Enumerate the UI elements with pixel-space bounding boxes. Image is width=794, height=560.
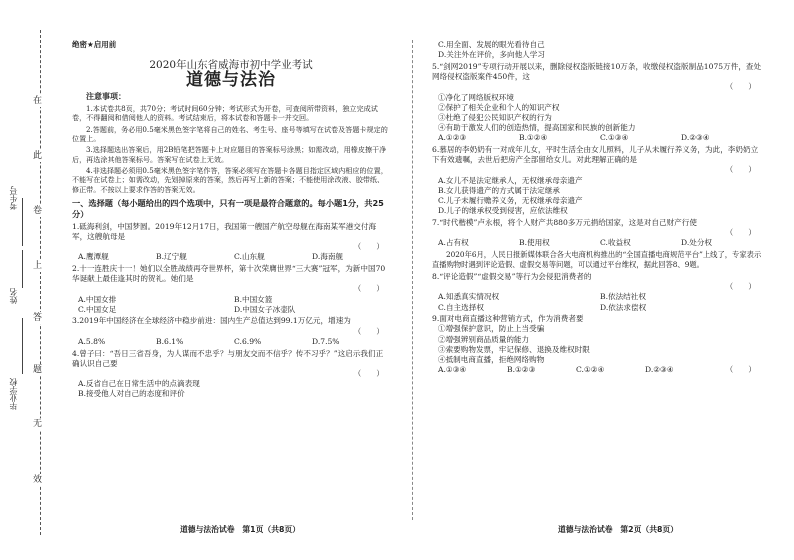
option: D.7.5% bbox=[312, 336, 340, 346]
answer-bracket: （ ） bbox=[353, 284, 384, 294]
binding-char: 卷 bbox=[33, 206, 43, 216]
name-label: 姓名 bbox=[9, 288, 18, 304]
page-footer-right: 道德与法治试卷 第2页（共8页） bbox=[558, 525, 679, 534]
option: B.①②③ bbox=[507, 365, 536, 375]
subject-title: 道德与法治 bbox=[186, 70, 276, 91]
notice-item: 1.本试卷共8页，共70分；考试时间60分钟；考试形式为开卷，可查阅所带资料，独立完成试卷，不得翻阅和借阅他人的资料。考试结束后，将本试卷和答题卡一并交回。 bbox=[72, 103, 378, 123]
option: C.用全面、发展的眼光看待自己 bbox=[438, 40, 545, 49]
reading-passage: 2020年6月，人民日报新媒体联合各大电商机构推出的“全国直播电商规范平台”上线了，专家表示直播购物时遇到评论造假、虚假交易等问题，可以通过平台维权，据此回答8、9题。 bbox=[432, 250, 762, 270]
option: A.鹰潭舰 bbox=[78, 252, 109, 262]
notice-list bbox=[72, 104, 390, 195]
page-divider bbox=[412, 40, 413, 520]
options bbox=[72, 252, 390, 262]
options bbox=[432, 133, 762, 143]
answer-bracket: （ ） bbox=[353, 242, 384, 252]
option: A.知悉真实情况权 bbox=[438, 292, 500, 302]
option: B.女儿获得遗产的方式属于法定继承 bbox=[438, 185, 560, 195]
exam-title: 2020年山东省威海市初中学业考试 bbox=[149, 59, 313, 72]
candidate-number-line[interactable] bbox=[22, 198, 23, 246]
binding-char: 答 bbox=[33, 313, 43, 323]
question-stem: 5.“剑网2019”专项行动开展以来，删除侵权盗版链接10万条，收缴侵权盗版制品1075万件，查处网络侵权盗版案件450件，这 bbox=[432, 61, 762, 82]
name-line[interactable] bbox=[22, 250, 23, 288]
option: A.反省自己在日常生活中的点滴表现 bbox=[78, 379, 200, 389]
option: C.收益权 bbox=[600, 238, 631, 248]
page-left bbox=[72, 40, 390, 400]
binding-char: 效 bbox=[33, 475, 43, 485]
option: C.①③④ bbox=[600, 133, 629, 143]
answer-bracket: （ ） bbox=[725, 228, 756, 238]
option: C.山东舰 bbox=[234, 252, 265, 262]
question-1 bbox=[72, 222, 390, 263]
question-stem: 8.“评论造假”“虚假交易”等行为会侵犯消费者的 bbox=[432, 271, 592, 281]
options bbox=[432, 292, 762, 312]
option: A.①②③ bbox=[438, 133, 467, 143]
option: C.6.9% bbox=[234, 336, 262, 346]
notice-item: 3.选择题选出答案后，用2B铅笔把答题卡上对应题目的答案标号涂黑；如需改动，用橡皮擦干净后，再选涂其他答案标号。答案写在试卷上无效。 bbox=[72, 145, 387, 164]
secret-mark: 绝密★启用前 bbox=[72, 40, 117, 49]
option: D.②③④ bbox=[645, 365, 674, 375]
option: A.5.8% bbox=[78, 336, 106, 346]
statement: ②保护了相关企业和个人的知识产权 bbox=[438, 102, 560, 112]
question-6 bbox=[432, 145, 762, 216]
question-9 bbox=[432, 314, 762, 375]
answer-bracket: （ ） bbox=[353, 326, 384, 336]
option: D.②③④ bbox=[681, 133, 710, 143]
options bbox=[432, 238, 762, 248]
binding-gutter bbox=[0, 0, 68, 560]
answer-bracket: （ ） bbox=[725, 82, 756, 92]
option: A.中国女排 bbox=[78, 294, 117, 304]
binding-char: 此 bbox=[33, 151, 43, 161]
statement: ④抵制电商直播，拒绝网络购物 bbox=[438, 355, 545, 365]
option: C.儿子未履行赡养义务，无权继承母亲遗产 bbox=[438, 196, 583, 206]
statement: ①增强保护意识，防止上当受骗 bbox=[438, 324, 545, 334]
question-stem: 4.曾子曰：“吾日三省吾身，为人谋而不忠乎？与朋友交而不信乎？传不习乎？”这启示我们正确认识自己要 bbox=[72, 348, 384, 368]
question-stem: 9.面对电商直播这种营销方式，作为消费者要 bbox=[432, 314, 584, 324]
binding-char: 无 bbox=[33, 419, 43, 429]
notice-heading: 注意事项： bbox=[86, 91, 126, 101]
school-line[interactable] bbox=[22, 318, 23, 374]
question-4 bbox=[72, 349, 390, 400]
statement: ④有助于激发人们的创造热情，提高国家和民族的创新能力 bbox=[438, 123, 636, 133]
option: C.自主选择权 bbox=[438, 302, 484, 312]
question-stem: 6.慕居的李奶奶有一对成年儿女，平时生活全由女儿照料，儿子从未履行养义务，为此，李奶奶立下有效遗嘱，去世后把房产全部留给女儿。对此理解正确的是 bbox=[432, 145, 759, 165]
option: B.①②④ bbox=[519, 133, 548, 143]
answer-bracket: （ ） bbox=[353, 369, 384, 378]
option: C.①②④ bbox=[576, 365, 605, 375]
option: D.儿子的继承权受到侵害，应依法维权 bbox=[438, 206, 568, 216]
option: A.女儿不是法定继承人，无权继承母亲遗产 bbox=[438, 175, 583, 185]
option: B.使用权 bbox=[519, 238, 550, 248]
page-right bbox=[432, 40, 762, 376]
option: D.关注外在评价，多向他人学习 bbox=[438, 50, 545, 60]
question-stem: 7.“时代楷模”卢永根，将个人财产共880多万元捐给国家，这是对自己财产行使 bbox=[432, 217, 697, 227]
answer-bracket: （ ） bbox=[725, 282, 756, 292]
question-stem: 2.十一连胜庆十一！她们以全胜战绩再夺世界杯，第十次荣膺世界“三大赛”冠军，为新中国70华诞献上最佳逢其时的贺礼。她们是 bbox=[72, 263, 386, 284]
option: B.依法结社权 bbox=[600, 292, 646, 302]
option: D.中国女子冰壶队 bbox=[234, 304, 296, 314]
notice-item: 2.答题前，务必用0.5毫米黑色签字笔将自己的姓名、考生号、座号等填写在试卷及答题卡规定的位置上。 bbox=[72, 124, 388, 144]
options bbox=[432, 365, 762, 375]
option: B.辽宁舰 bbox=[156, 252, 187, 262]
option: D.依法求偿权 bbox=[600, 302, 647, 312]
question-stem: 1.砥海利剑，中国梦圆。2019年12月17日，我国第一艘国产航空母舰在海南某军港交付海军，这艘航母是 bbox=[72, 221, 377, 241]
option: A.①③④ bbox=[438, 365, 467, 375]
question-8 bbox=[432, 272, 762, 313]
candidate-number-label: 考生号 bbox=[9, 186, 18, 210]
answer-bracket: （ ） bbox=[725, 165, 756, 175]
option: B.接受他人对自己的态度和评价 bbox=[78, 389, 185, 399]
section-heading: 一、选择题（每小题给出的四个选项中，只有一项是最符合题意的。每小题1分，共25分） bbox=[72, 197, 384, 219]
question-7 bbox=[432, 218, 762, 249]
binding-char: 上 bbox=[33, 261, 43, 271]
notice-item: 4.非选择题必须用0.5毫米黑色签字笔作答，答案必须写在答题卡各题目指定区域内相应的位置，不能写在试卷上；如需改动，先划掉原来的答案，然后再写上新的答案；不能使用涂改液、胶带纸、修正带。不按以上要求作答的答案无效。 bbox=[72, 165, 388, 195]
option: C.中国女足 bbox=[78, 304, 117, 314]
statement: ①净化了网络版权环境 bbox=[438, 92, 514, 102]
option: B.中国女篮 bbox=[234, 294, 273, 304]
options bbox=[72, 295, 390, 315]
question-stem: 3.2019年中国经济在全球经济中稳步前进：国内生产总值达到99.1万亿元，增速为 bbox=[72, 316, 351, 326]
statement: ②增强辨别商品质量的能力 bbox=[438, 334, 530, 344]
page-footer-left: 道德与法治试卷 第1页（共8页） bbox=[180, 525, 301, 534]
binding-char: 题 bbox=[33, 365, 43, 375]
option: A.占有权 bbox=[438, 238, 469, 248]
binding-char: 在 bbox=[33, 96, 43, 106]
option: D.处分权 bbox=[681, 238, 713, 248]
question-2 bbox=[72, 264, 390, 315]
option: D.海南舰 bbox=[312, 252, 344, 262]
question-3 bbox=[72, 316, 390, 347]
statement: ③索要购物发票，牢记保修、退换及维权时限 bbox=[438, 344, 590, 354]
question-5 bbox=[432, 62, 762, 144]
option: B.6.1% bbox=[156, 336, 184, 346]
options bbox=[72, 337, 390, 347]
school-label: 毕业学校 bbox=[9, 378, 18, 410]
answer-bracket: （ ） bbox=[725, 365, 756, 375]
statement: ③杜绝了侵犯公民知识产权的行为 bbox=[438, 112, 552, 122]
